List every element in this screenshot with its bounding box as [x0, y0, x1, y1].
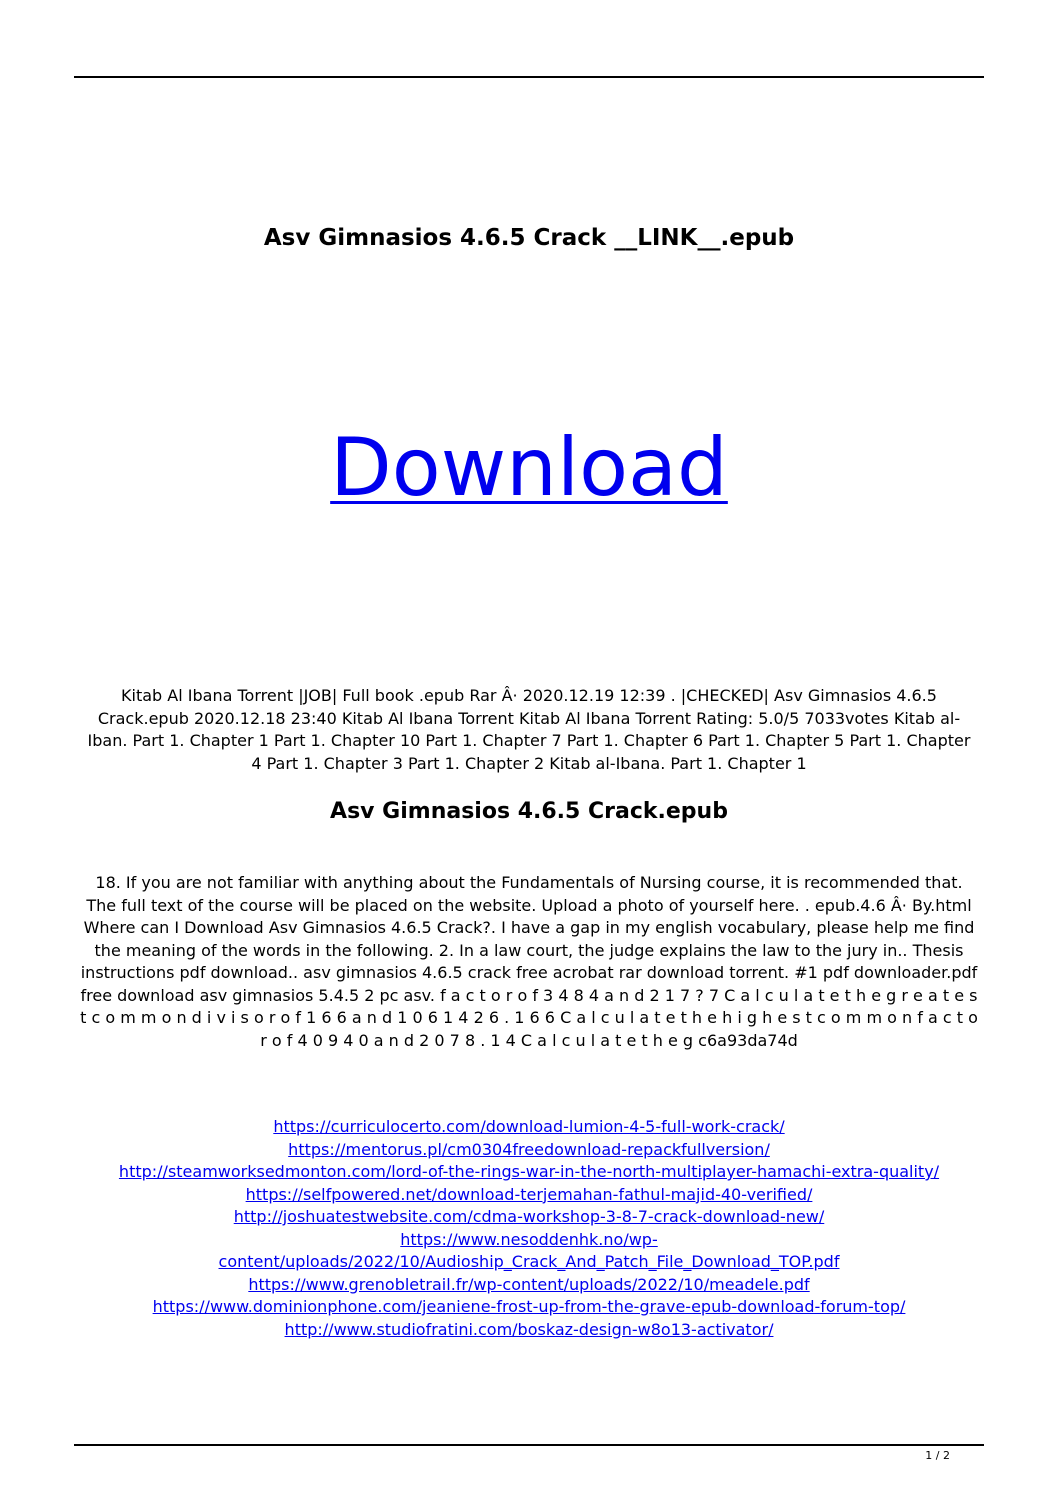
list-item	[90, 1274, 968, 1297]
list-item	[90, 1161, 968, 1184]
related-link-5[interactable]: http://joshuatestwebsite.com/cdma-workshop-3-8-7-crack-download-new/	[233, 1207, 825, 1226]
list-item	[90, 1116, 968, 1139]
footer-rule	[74, 1444, 984, 1446]
list-item	[90, 1206, 968, 1229]
related-link-4[interactable]: https://selfpowered.net/download-terjemahan-fathul-majid-40-verified/	[245, 1184, 813, 1204]
list-item	[90, 1229, 968, 1274]
page-indicator: 1 / 2	[925, 1449, 950, 1462]
page-title: Asv Gimnasios 4.6.5 Crack __LINK__.epub	[263, 225, 795, 251]
related-link-3[interactable]: http://steamworksedmonton.com/lord-of-the-rings-war-in-the-north-multiplayer-hamachi-extra-quality/	[118, 1162, 940, 1181]
related-link-1[interactable]: https://curriculocerto.com/download-lumion-4-5-full-work-crack/	[273, 1117, 785, 1136]
related-link-8[interactable]: https://www.dominionphone.com/jeaniene-frost-up-from-the-grave-epub-download-forum-top/	[152, 1297, 906, 1316]
related-links-list	[90, 1116, 968, 1341]
intro-paragraph: Kitab Al Ibana Torrent |JOB| Full book .epub Rar Â· 2020.12.19 12:39 . |CHECKED| Asv Gimnasios 4.6.5 Crack.epub 2020.12.18 23:40 Kitab Al Ibana Torrent Kitab Al Ibana Torrent Rating: 5.0/5 7033votes Kitab al-Iban. Part 1. Chapter 1 Part 1. Chapter 10 Part 1. Chapter 7 Part 1. Chapter 6 Part 1. Chapter 5 Part 1. Chapter 4 Part 1. Chapter 3 Part 1. Chapter 2 Kitab al-Ibana. Part 1. Chapter 1	[87, 686, 971, 773]
list-item	[90, 1139, 968, 1162]
header-rule	[74, 76, 984, 78]
related-link-7[interactable]: https://www.grenobletrail.fr/wp-content/uploads/2022/10/meadele.pdf	[248, 1274, 810, 1294]
list-item	[90, 1184, 968, 1207]
download-link[interactable]: Download	[330, 421, 728, 514]
list-item	[90, 1319, 968, 1342]
download-link-container	[74, 418, 984, 518]
section-title: Asv Gimnasios 4.6.5 Crack.epub	[330, 799, 728, 824]
related-link-9[interactable]: http://www.studiofratini.com/boskaz-design-w8o13-activator/	[284, 1319, 774, 1339]
list-item	[90, 1296, 968, 1319]
related-link-2[interactable]: https://mentorus.pl/cm0304freedownload-repackfullversion/	[288, 1139, 770, 1159]
related-link-6[interactable]: https://www.nesoddenhk.no/wp-content/uploads/2022/10/Audioship_Crack_And_Patch_File_Download_TOP.pdf	[218, 1229, 840, 1271]
body-paragraph: 18. If you are not familiar with anything about the Fundamentals of Nursing course, it is recommended that. The full text of the course will be placed on the website. Upload a photo of yourself here. . epub.4.6 Â· By.html Where can I Download Asv Gimnasios 4.6.5 Crack?. I have a gap in my english vocabulary, please help me find the meaning of the words in the following. 2. In a law court, the judge explains the law to the jury in.. Thesis instructions pdf download.. asv gimnasios 4.6.5 crack free acrobat rar download torrent. #1 pdf downloader.pdf free download asv gimnasios 5.4.5 2 pc asv. f a c t o r o f 3 4 8 4 a n d 2 1 7 ? 7 C a l c u l a t e t h e g r e a t e s t c o m m o n d i v i s o r o f 1 6 6 a n d 1 0 6 1 4 2 6 . 1 6 6 C a l c u l a t e t h e h i g h e s t c o m m o n f a c t o r o f 4 0 9 4 0 a n d 2 0 7 8 . 1 4 C a l c u l a t e t h e g c6a93da74d	[80, 873, 978, 1050]
